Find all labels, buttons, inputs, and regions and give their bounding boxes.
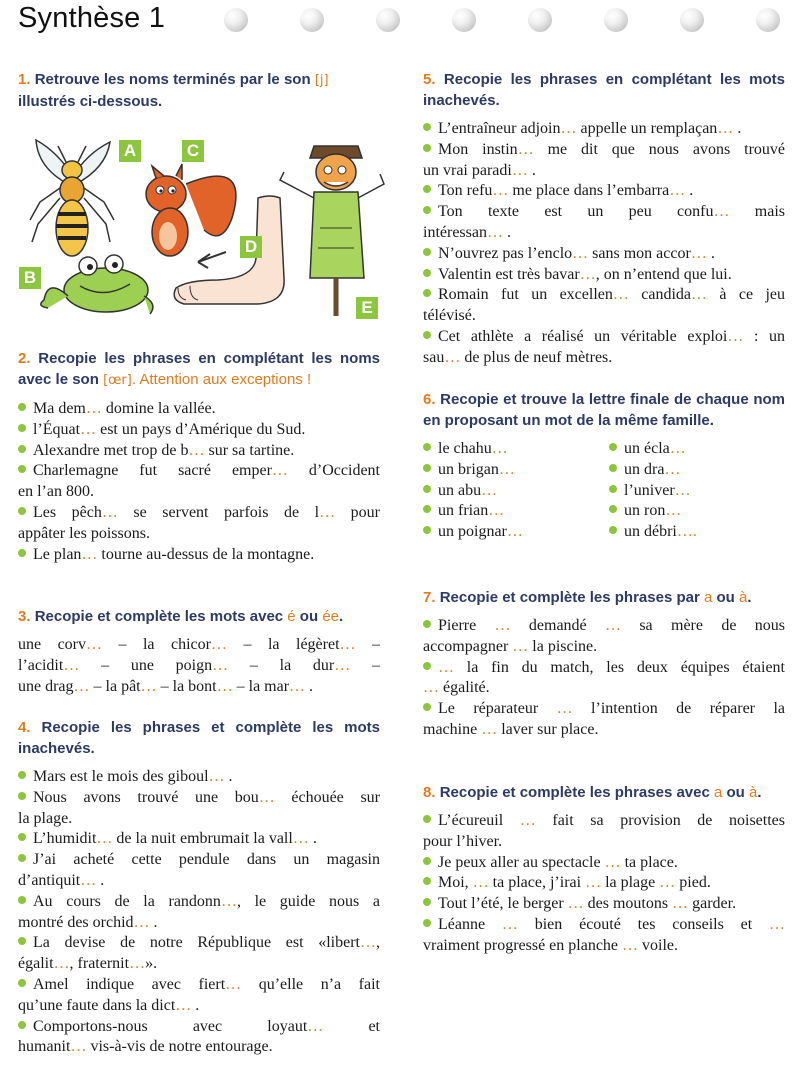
bullet-icon [18,979,26,987]
bullet-icon [423,877,431,885]
list-item: le chahu… [423,439,609,460]
exercise-4-lines [18,767,380,1058]
exercise-6 [423,389,785,543]
list-item: Pierre … demandé … sa mère de nous [423,616,785,637]
bullet-icon [423,269,431,277]
bee-icon [30,140,114,256]
list-item: Le plan… tourne au-dessus de la montagne. [18,545,380,566]
bullet-icon [423,898,431,906]
exercise-5-heading: 5. Recopie les phrases en complétant les mots inachevés. [423,71,786,109]
bullet-icon [423,443,431,451]
list-item: Mon instin… me dit que nous avons trouvé [423,140,785,161]
list-item: Charlemagne fut sacré emper… d’Occident [18,461,380,482]
list-item: Les pêch… se servent parfois de l… pour [18,503,380,524]
dot-icon [756,8,780,32]
list-item: Le réparateur … l’intention de réparer la [423,699,785,720]
list-item: Cet athlète a réalisé un véritable exploi… : un [423,327,785,348]
list-item: Tout l’été, le berger … des moutons … garder. [423,894,785,915]
dot-icon [376,8,400,32]
bullet-icon [18,549,26,557]
bullet-icon [423,144,431,152]
list-item-continued: qu’une faute dans la dict… . [18,996,200,1014]
list-item: un brigan… [423,460,609,481]
bullet-icon [423,703,431,711]
list-item: Romain fut un excellen… candida… à ce jeu [423,285,785,306]
bullet-icon [423,815,431,823]
squirrel-icon [146,164,236,256]
bullet-icon [609,485,617,493]
exercise-5-lines [423,119,785,369]
exercise-2-lines [18,399,380,565]
bullet-icon [18,403,26,411]
exercise-3-lines [18,635,380,697]
list-item: N’ouvrez pas l’enclo… sans mon accor… . [423,244,785,265]
bullet-icon [18,424,26,432]
list-item: Ma dem… domine la vallée. [18,399,380,420]
list-item: Ton texte est un peu confu… mais [423,202,785,223]
dot-icon [300,8,324,32]
list-item: Alexandre met trop de b… sur sa tartine. [18,441,380,462]
exercise-7 [423,587,785,741]
dot-icon [224,8,248,32]
list-item: L’entraîneur adjoin… appelle un remplaçan… . [423,119,785,140]
word-line: l’acidit… – une poign… – la dur… – [18,656,381,674]
bullet-icon [609,464,617,472]
list-item: un dra… [609,460,785,481]
exercise-3-heading: 3. Recopie et complète les mots avec é ou ée. [18,608,344,625]
label-d: D [240,236,262,258]
bullet-icon [18,937,26,945]
list-item: l’Équat… est un pays d’Amérique du Sud. [18,420,380,441]
dot-icon [604,8,628,32]
list-item: un écla… [609,439,785,460]
scarecrow-icon [280,146,384,316]
bullet-icon [423,662,431,670]
list-item-continued: vraiment progressé en planche … voile. [423,936,679,954]
bullet-icon [18,792,26,800]
list-item: Au cours de la randonn…, le guide nous a [18,892,380,913]
list-item: un poignar… [423,522,609,543]
bullet-icon [18,445,26,453]
list-item-continued: appâter les poissons. [18,524,150,542]
bullet-icon [423,464,431,472]
list-item-continued: montré des orchid… . [18,913,158,931]
bullet-icon [609,505,617,513]
label-e: E [356,297,378,319]
list-item-continued: humanit… vis-à-vis de notre entourage. [18,1038,273,1056]
list-item: Comportons-nous avec loyaut… et [18,1017,380,1038]
word-column-right [609,439,785,543]
exercise-7-heading: 7. Recopie et complète les phrases par a ou à. [423,589,752,606]
list-item: un abu… [423,481,609,502]
dot-icon [452,8,476,32]
exercise-8-lines [423,811,785,957]
list-item: Je peux aller au spectacle … ta place. [423,853,785,874]
list-item-continued: intéressan… . [423,223,511,241]
exercise-5 [423,69,785,369]
exercise-2-heading: 2. Recopie les phrases en complétant les noms avec le son [œr]. Attention aux exceptions ! [18,350,380,388]
list-item-continued: pour l’hiver. [423,832,503,850]
list-item: L’écureuil … fait sa provision de noisettes [423,811,785,832]
bullet-icon [423,505,431,513]
bullet-icon [423,123,431,131]
list-item: un débri…. [609,522,785,543]
list-item-continued: machine … laver sur place. [423,720,599,738]
list-item: Nous avons trouvé une bou… échouée sur [18,788,380,809]
bullet-icon [18,1021,26,1029]
bullet-icon [609,526,617,534]
list-item: Moi, … ta place, j’irai … la plage … pied. [423,873,785,894]
exercise-6-heading: 6. Recopie et trouve la lettre finale de chaque nom en proposant un mot de la même famille. [423,391,785,429]
list-item-continued: accompagner … la piscine. [423,637,598,655]
word-line: une corv… – la chicor… – la légèret… – [18,636,381,653]
bullet-icon [423,919,431,927]
bullet-icon [423,289,431,297]
list-item-continued: d’antiquit… . [18,871,105,889]
list-item: Ton refu… me place dans l’embarra… . [423,181,785,202]
bullet-icon [18,771,26,779]
dot-icon [528,8,552,32]
list-item: un frian… [423,501,609,522]
list-item: l’univer… [609,481,785,502]
bullet-icon [423,331,431,339]
bullet-icon [423,206,431,214]
bullet-icon [423,526,431,534]
list-item: J’ai acheté cette pendule dans un magasin [18,850,380,871]
bullet-icon [609,443,617,451]
exercise-3 [18,606,380,697]
bullet-icon [18,854,26,862]
exercise-6-words [423,439,785,543]
word-line: une drag… – la pât… – la bont… – la mar… . [18,677,314,695]
exercise-4 [18,717,380,1058]
bullet-icon [18,896,26,904]
bullet-icon [423,857,431,865]
exercise-8-heading: 8. Recopie et complète les phrases avec a ou à. [423,784,762,801]
list-item-continued: … égalité. [423,679,490,697]
list-item-continued: un vrai paradi… . [423,161,536,179]
bullet-icon [423,185,431,193]
decorative-dots [222,8,800,34]
exercise-2 [18,348,380,565]
label-c: C [182,140,204,162]
bullet-icon [18,833,26,841]
bullet-icon [18,465,26,473]
list-item: un ron… [609,501,785,522]
frog-icon [41,255,153,314]
dot-icon [680,8,704,32]
list-item: L’humidit… de la nuit embrumait la vall… . [18,829,380,850]
bullet-icon [423,485,431,493]
bullet-icon [423,248,431,256]
exercise-1-heading: 1. Retrouve les noms terminés par le son [j] illustrés ci-dessous. [18,71,329,110]
bullet-icon [18,507,26,515]
bullet-icon [423,620,431,628]
word-column-left [423,439,609,543]
list-item: Léanne … bien écouté tes conseils et … [423,915,785,936]
list-item: Mars est le mois des giboul… . [18,767,380,788]
label-b: B [19,267,41,289]
list-item-continued: télévisé. [423,307,476,325]
list-item-continued: égalit…, fraternit…». [18,955,158,973]
list-item: Amel indique avec fiert… qu’elle n’a fait [18,975,380,996]
label-a: A [119,140,141,162]
list-item: … la fin du match, les deux équipes étaient [423,658,785,679]
list-item-continued: la plage. [18,809,73,827]
list-item-continued: en l’an 800. [18,483,94,501]
exercise-7-lines [423,616,785,741]
exercise-1 [18,69,380,112]
exercise-8 [423,782,785,957]
exercise-4-heading: 4. Recopie les phrases et complète les mots inachevés. [18,719,380,757]
list-item: Valentin est très bavar…, on n’entend que lui. [423,265,785,286]
list-item-continued: sau… de plus de neuf mètres. [423,348,613,366]
page-title: Synthèse 1 [18,2,166,34]
list-item: La devise de notre République est «libert…, [18,933,380,954]
